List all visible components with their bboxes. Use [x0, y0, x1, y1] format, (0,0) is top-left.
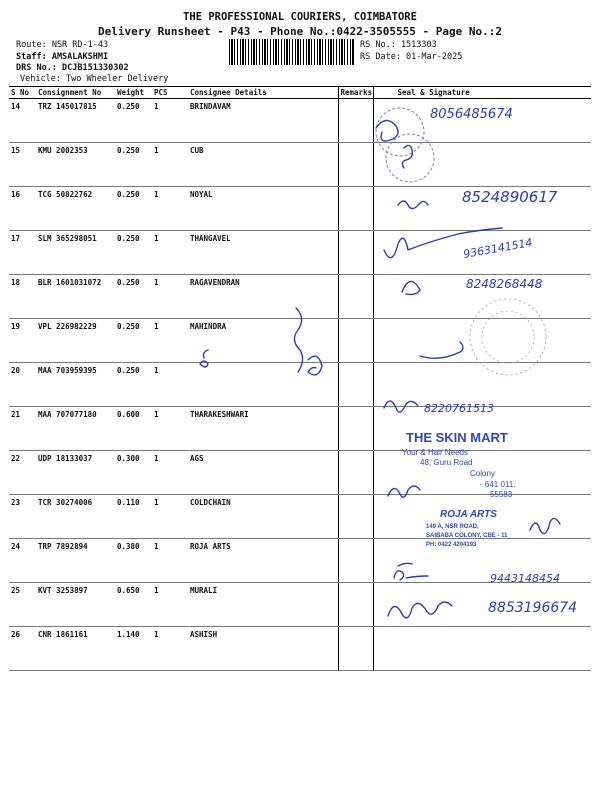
cell-sno: 16 — [9, 187, 36, 231]
cell-consignment: SLM 365298051 — [36, 231, 115, 275]
cell-seal — [373, 539, 591, 583]
company-title: THE PROFESSIONAL COURIERS, COIMBATORE — [183, 11, 417, 23]
handwritten-phone-r14: 8056485674 — [430, 107, 513, 122]
rs-date: RS Date: 01-Mar-2025 — [360, 52, 463, 62]
cell-pcs: 1 — [152, 495, 184, 539]
cell-sno: 14 — [9, 99, 36, 143]
cell-consignment: TRP 7892894 — [36, 539, 115, 583]
cell-consignee: THANGAVEL — [184, 231, 338, 275]
table-header — [9, 87, 591, 99]
drs-label: DRS No.: DCJB151330302 — [16, 63, 129, 73]
cell-consignee: RAGAVENDRAN — [184, 275, 338, 319]
cell-weight: 0.250 — [115, 231, 152, 275]
cell-remarks — [338, 319, 373, 363]
cell-seal — [373, 583, 591, 627]
runsheet-table — [9, 86, 591, 671]
cell-remarks — [338, 451, 373, 495]
svg-text:PH: 0422 4204193: PH: 0422 4204193 — [426, 542, 477, 548]
col-pcs: PCS — [152, 87, 184, 99]
cell-remarks — [338, 275, 373, 319]
cell-weight: 0.110 — [115, 495, 152, 539]
col-weight: Weight — [115, 87, 152, 99]
rs-number: RS No.: 1513303 — [360, 40, 437, 50]
cell-remarks — [338, 99, 373, 143]
cell-seal — [373, 407, 591, 451]
cell-consignee: THARAKESHWARI — [184, 407, 338, 451]
cell-seal — [373, 231, 591, 275]
table-row — [9, 539, 591, 583]
table-row — [9, 319, 591, 363]
cell-weight: 0.250 — [115, 363, 152, 407]
cell-sno: 19 — [9, 319, 36, 363]
cell-remarks — [338, 583, 373, 627]
table-row — [9, 275, 591, 319]
barcode — [229, 39, 354, 65]
cell-seal — [373, 187, 591, 231]
cell-sno: 15 — [9, 143, 36, 187]
cell-remarks — [338, 363, 373, 407]
cell-seal — [373, 627, 591, 671]
cell-consignment: TRZ 145017815 — [36, 99, 115, 143]
cell-consignee: ROJA ARTS — [184, 539, 338, 583]
staff-label: Staff: AMSALAKSHMI — [16, 52, 109, 62]
handwritten-phone-r17: 9363141514 — [462, 235, 534, 261]
col-remarks: Remarks — [338, 87, 373, 99]
cell-pcs: 1 — [152, 407, 184, 451]
cell-seal — [373, 99, 591, 143]
cell-consignee: NOYAL — [184, 187, 338, 231]
cell-weight: 0.250 — [115, 143, 152, 187]
cell-sno: 25 — [9, 583, 36, 627]
cell-weight: 0.250 — [115, 275, 152, 319]
cell-weight: 0.250 — [115, 319, 152, 363]
handwritten-phone-r26: 8853196674 — [488, 600, 578, 616]
cell-weight: 0.600 — [115, 407, 152, 451]
cell-sno: 20 — [9, 363, 36, 407]
cell-remarks — [338, 539, 373, 583]
svg-text:- 641 011.: - 641 011. — [480, 480, 516, 489]
handwritten-phone-r25: 9443148454 — [490, 572, 560, 585]
cell-consignment: BLR 1601031072 — [36, 275, 115, 319]
cell-pcs: 1 — [152, 319, 184, 363]
cell-sno: 21 — [9, 407, 36, 451]
col-consignee: Consignee Details — [184, 87, 338, 99]
svg-text:SAIBABA COLONY, CBE - 11: SAIBABA COLONY, CBE - 11 — [426, 533, 508, 539]
runsheet-title: Delivery Runsheet - P43 - Phone No.:0422-3505555 - Page No.:2 — [98, 25, 502, 38]
cell-sno: 22 — [9, 451, 36, 495]
cell-consignee: COLDCHAIN — [184, 495, 338, 539]
svg-text:ROJA ARTS: ROJA ARTS — [440, 509, 497, 520]
cell-consignee: MURALI — [184, 583, 338, 627]
cell-pcs: 1 — [152, 187, 184, 231]
cell-pcs: 1 — [152, 143, 184, 187]
table-row — [9, 407, 591, 451]
cell-consignment: UDP 18133037 — [36, 451, 115, 495]
cell-pcs: 1 — [152, 231, 184, 275]
cell-remarks — [338, 187, 373, 231]
cell-weight: 0.650 — [115, 583, 152, 627]
table-row — [9, 363, 591, 407]
cell-sno: 24 — [9, 539, 36, 583]
cell-consignment: VPL 226982229 — [36, 319, 115, 363]
svg-text:THE SKIN MART: THE SKIN MART — [406, 430, 508, 445]
table-row — [9, 143, 591, 187]
table-row — [9, 187, 591, 231]
cell-seal — [373, 143, 591, 187]
cell-consignee: ASHISH — [184, 627, 338, 671]
cell-sno: 26 — [9, 627, 36, 671]
svg-text:48, Guru Road: 48, Guru Road — [420, 458, 473, 467]
table-row — [9, 451, 591, 495]
cell-consignee: MAHINDRA — [184, 319, 338, 363]
cell-remarks — [338, 495, 373, 539]
cell-consignment: MAA 707077180 — [36, 407, 115, 451]
cell-weight: 0.300 — [115, 451, 152, 495]
cell-pcs: 1 — [152, 451, 184, 495]
cell-pcs: 1 — [152, 275, 184, 319]
col-sno: S No — [9, 87, 36, 99]
cell-seal — [373, 451, 591, 495]
table-row — [9, 627, 591, 671]
cell-pcs: 1 — [152, 583, 184, 627]
col-seal: Seal & Signature — [373, 87, 591, 99]
cell-seal — [373, 319, 591, 363]
cell-consignee: BRINDAVAM — [184, 99, 338, 143]
svg-text:55583: 55583 — [490, 490, 513, 499]
cell-pcs: 1 — [152, 627, 184, 671]
cell-weight: 0.250 — [115, 99, 152, 143]
cell-consignment: TCR 30274006 — [36, 495, 115, 539]
svg-text:149 A, NSR ROAD,: 149 A, NSR ROAD, — [426, 524, 479, 530]
cell-remarks — [338, 627, 373, 671]
cell-weight: 0.380 — [115, 539, 152, 583]
cell-seal — [373, 275, 591, 319]
cell-remarks — [338, 143, 373, 187]
cell-pcs: 1 — [152, 99, 184, 143]
svg-text:Your & Hair Needs: Your & Hair Needs — [402, 448, 468, 457]
vehicle-label: Vehicle: Two Wheeler Delivery — [20, 74, 169, 84]
cell-pcs: 1 — [152, 539, 184, 583]
handwritten-phone-r16: 8524890617 — [462, 188, 558, 206]
handwritten-phone-r18: 8248268448 — [466, 277, 543, 291]
cell-consignment: TCG 50822762 — [36, 187, 115, 231]
col-consignment: Consignment No — [36, 87, 115, 99]
route-label: Route: NSR RD-1-43 — [16, 40, 109, 50]
table-row — [9, 495, 591, 539]
cell-consignee: CUB — [184, 143, 338, 187]
table-row — [9, 99, 591, 143]
cell-consignment: MAA 703959395 — [36, 363, 115, 407]
cell-sno: 23 — [9, 495, 36, 539]
cell-remarks — [338, 407, 373, 451]
cell-sno: 17 — [9, 231, 36, 275]
cell-consignee: AGS — [184, 451, 338, 495]
cell-sno: 18 — [9, 275, 36, 319]
cell-pcs: 1 — [152, 363, 184, 407]
handwritten-phone-r21: 8220761513 — [424, 402, 494, 415]
cell-consignment: KMU 2002353 — [36, 143, 115, 187]
table-row — [9, 231, 591, 275]
cell-seal — [373, 495, 591, 539]
cell-consignment: CNR 1861161 — [36, 627, 115, 671]
cell-weight: 0.250 — [115, 187, 152, 231]
svg-text:Colony: Colony — [470, 469, 495, 478]
cell-consignee — [184, 363, 338, 407]
cell-weight: 1.140 — [115, 627, 152, 671]
table-row — [9, 583, 591, 627]
cell-remarks — [338, 231, 373, 275]
cell-consignment: KVT 3253897 — [36, 583, 115, 627]
cell-seal — [373, 363, 591, 407]
